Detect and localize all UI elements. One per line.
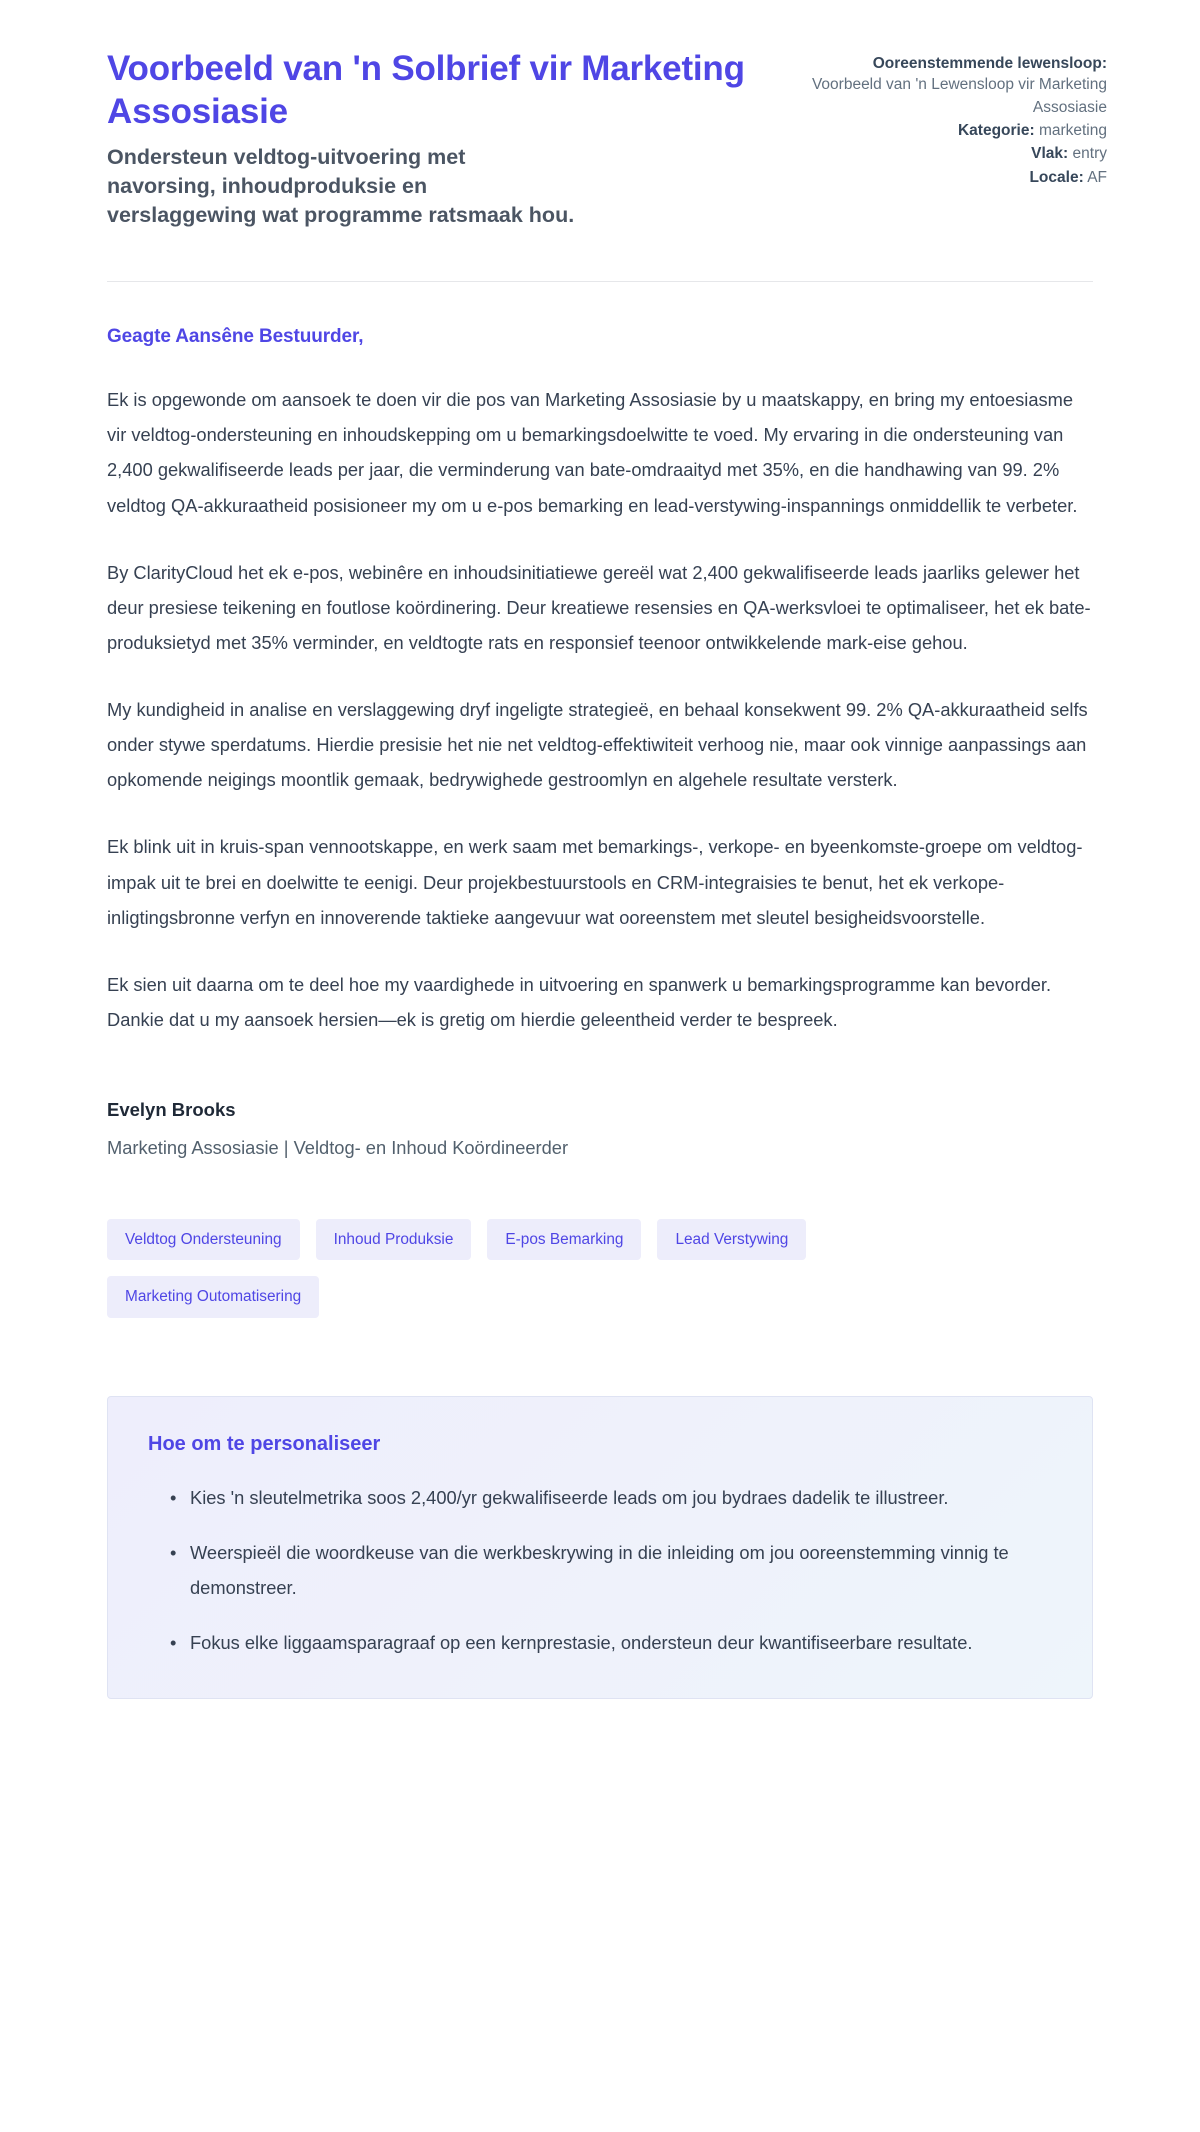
callout-tip-list bbox=[148, 1480, 1052, 1661]
salutation: Geagte Aansêne Bestuurder, bbox=[107, 326, 364, 348]
header-title-block bbox=[107, 48, 747, 229]
page-title: Voorbeeld van 'n Solbrief vir Marketing Assosiasie bbox=[107, 49, 745, 131]
tag-chip[interactable]: Veldtog Ondersteuning bbox=[107, 1219, 300, 1260]
category-label: Kategorie: bbox=[957, 121, 1035, 139]
document-header bbox=[107, 0, 1107, 229]
letter-paragraph: By ClarityCloud het ek e-pos, webinêre en inhoudsinitiatiewe gereël wat 2,400 gekwalifiseerde leads jaarliks gelewer het deur presiese teikening en foutlose koördinering. Deur kreatiewe resensies en QA-werksvloei te optimaliseer, het ek bate-produksietyd met 35% verminder, en veldtogte rats en responsief teenoor ontwikkelende mark-eise gehou. bbox=[107, 561, 1091, 653]
tag-chip[interactable]: Lead Verstywing bbox=[657, 1219, 806, 1260]
letter-paragraph: Ek sien uit daarna om te deel hoe my vaardighede in uitvoering en spanwerk u bemarkingsprogramme kan bevorder. Dankie dat u my aansoek hersien—ek is gretig om hierdie geleentheid verder te bespreek. bbox=[107, 973, 1052, 1030]
letter-paragraph: Ek is opgewonde om aansoek te doen vir die pos van Marketing Assosiasie by u maatskappy, en bring my entoesiasme vir veldtog-ondersteuning en inhoudskepping om u bemarkingsdoelwitte te voed. My ervaring in die ondersteuning van 2,400 gekwalifiseerde leads per jaar, die verminderung van bate-omdraaityd met 35%, en die handhawing van 99. 2% veldtog QA-akkuraatheid posisioneer my om u e-pos bemarking en lead-verstywing-inspannings onmiddellik te verbeter. bbox=[107, 389, 1078, 516]
locale-label: Locale: bbox=[1029, 168, 1084, 186]
document-metadata bbox=[787, 48, 1107, 190]
callout-tip-item: • Weerspieël die woordkeuse van die werkbeskrywing in die inleiding om jou ooreenstemming vinnig te demonstreer. bbox=[170, 1535, 1052, 1605]
callout-tip-item: • Kies 'n sleutelmetrika soos 2,400/yr gekwalifiseerde leads om jou bydraes dadelik te illustreer. bbox=[170, 1480, 1052, 1515]
letter-paragraph: My kundigheid in analise en verslaggewing dryf ingeligte strategieë, en behaal konsekwent 99. 2% QA-akkuraatheid selfs onder stywe sperdatums. Hierdie presisie het nie net veldtog-effektiwiteit verhoog nie, maar ook vinnige aanpassings aan opkomende neigings moontlik gemaak, bedrywighede gestroomlyn en algehele resultate versterk. bbox=[107, 699, 1088, 791]
letter-paragraph: Ek blink uit in kruis-span vennootskappe, en werk saam met bemarkings-, verkope- en byeenkomste-groepe om veldtog-impak uit te brei en doelwitte te eenigi. Deur projekbestuurstools en CRM-integraisies te benut, het ek verkope-inligtingsbronne verfyn en innoverende taktieke aangevuur wat ooreenstem met sleutel besigheidsvoorstelle. bbox=[107, 836, 1083, 928]
matching-resume-title[interactable]: Voorbeeld van 'n Lewensloop vir Marketing Assosiasie bbox=[811, 76, 1107, 116]
tag-list bbox=[107, 1159, 917, 1318]
category-value: marketing bbox=[1038, 121, 1107, 139]
signature-block bbox=[107, 1037, 1093, 1159]
metadata-locale bbox=[787, 167, 1107, 189]
metadata-matching-resume bbox=[787, 53, 1107, 119]
metadata-level bbox=[787, 143, 1107, 165]
level-label: Vlak: bbox=[1031, 145, 1069, 163]
callout-title: Hoe om te personaliseer bbox=[148, 1432, 381, 1455]
tag-chip[interactable]: E-pos Bemarking bbox=[487, 1219, 641, 1260]
metadata-category bbox=[787, 120, 1107, 142]
letter-body bbox=[107, 282, 1093, 1037]
signature-role: Marketing Assosiasie | Veldtog- en Inhoud Koördineerder bbox=[107, 1137, 569, 1159]
personalization-callout bbox=[107, 1396, 1093, 1700]
tag-chip[interactable]: Inhoud Produksie bbox=[316, 1219, 472, 1260]
tag-chip[interactable]: Marketing Outomatisering bbox=[107, 1276, 319, 1317]
level-value: entry bbox=[1072, 145, 1107, 163]
callout-tip-item: • Fokus elke liggaamsparagraaf op een kernprestasie, ondersteun deur kwantifiseerbare resultate. bbox=[170, 1625, 1052, 1660]
signature-name: Evelyn Brooks bbox=[107, 1099, 236, 1121]
locale-value: AF bbox=[1087, 168, 1107, 186]
page-subtitle: Ondersteun veldtog-uitvoering met navorsing, inhoudproduksie en verslaggewing wat programme ratsmaak hou. bbox=[107, 145, 575, 227]
page-bottom-spacer bbox=[107, 1699, 1093, 1741]
matching-resume-label: Ooreenstemmende lewensloop: bbox=[872, 55, 1107, 72]
